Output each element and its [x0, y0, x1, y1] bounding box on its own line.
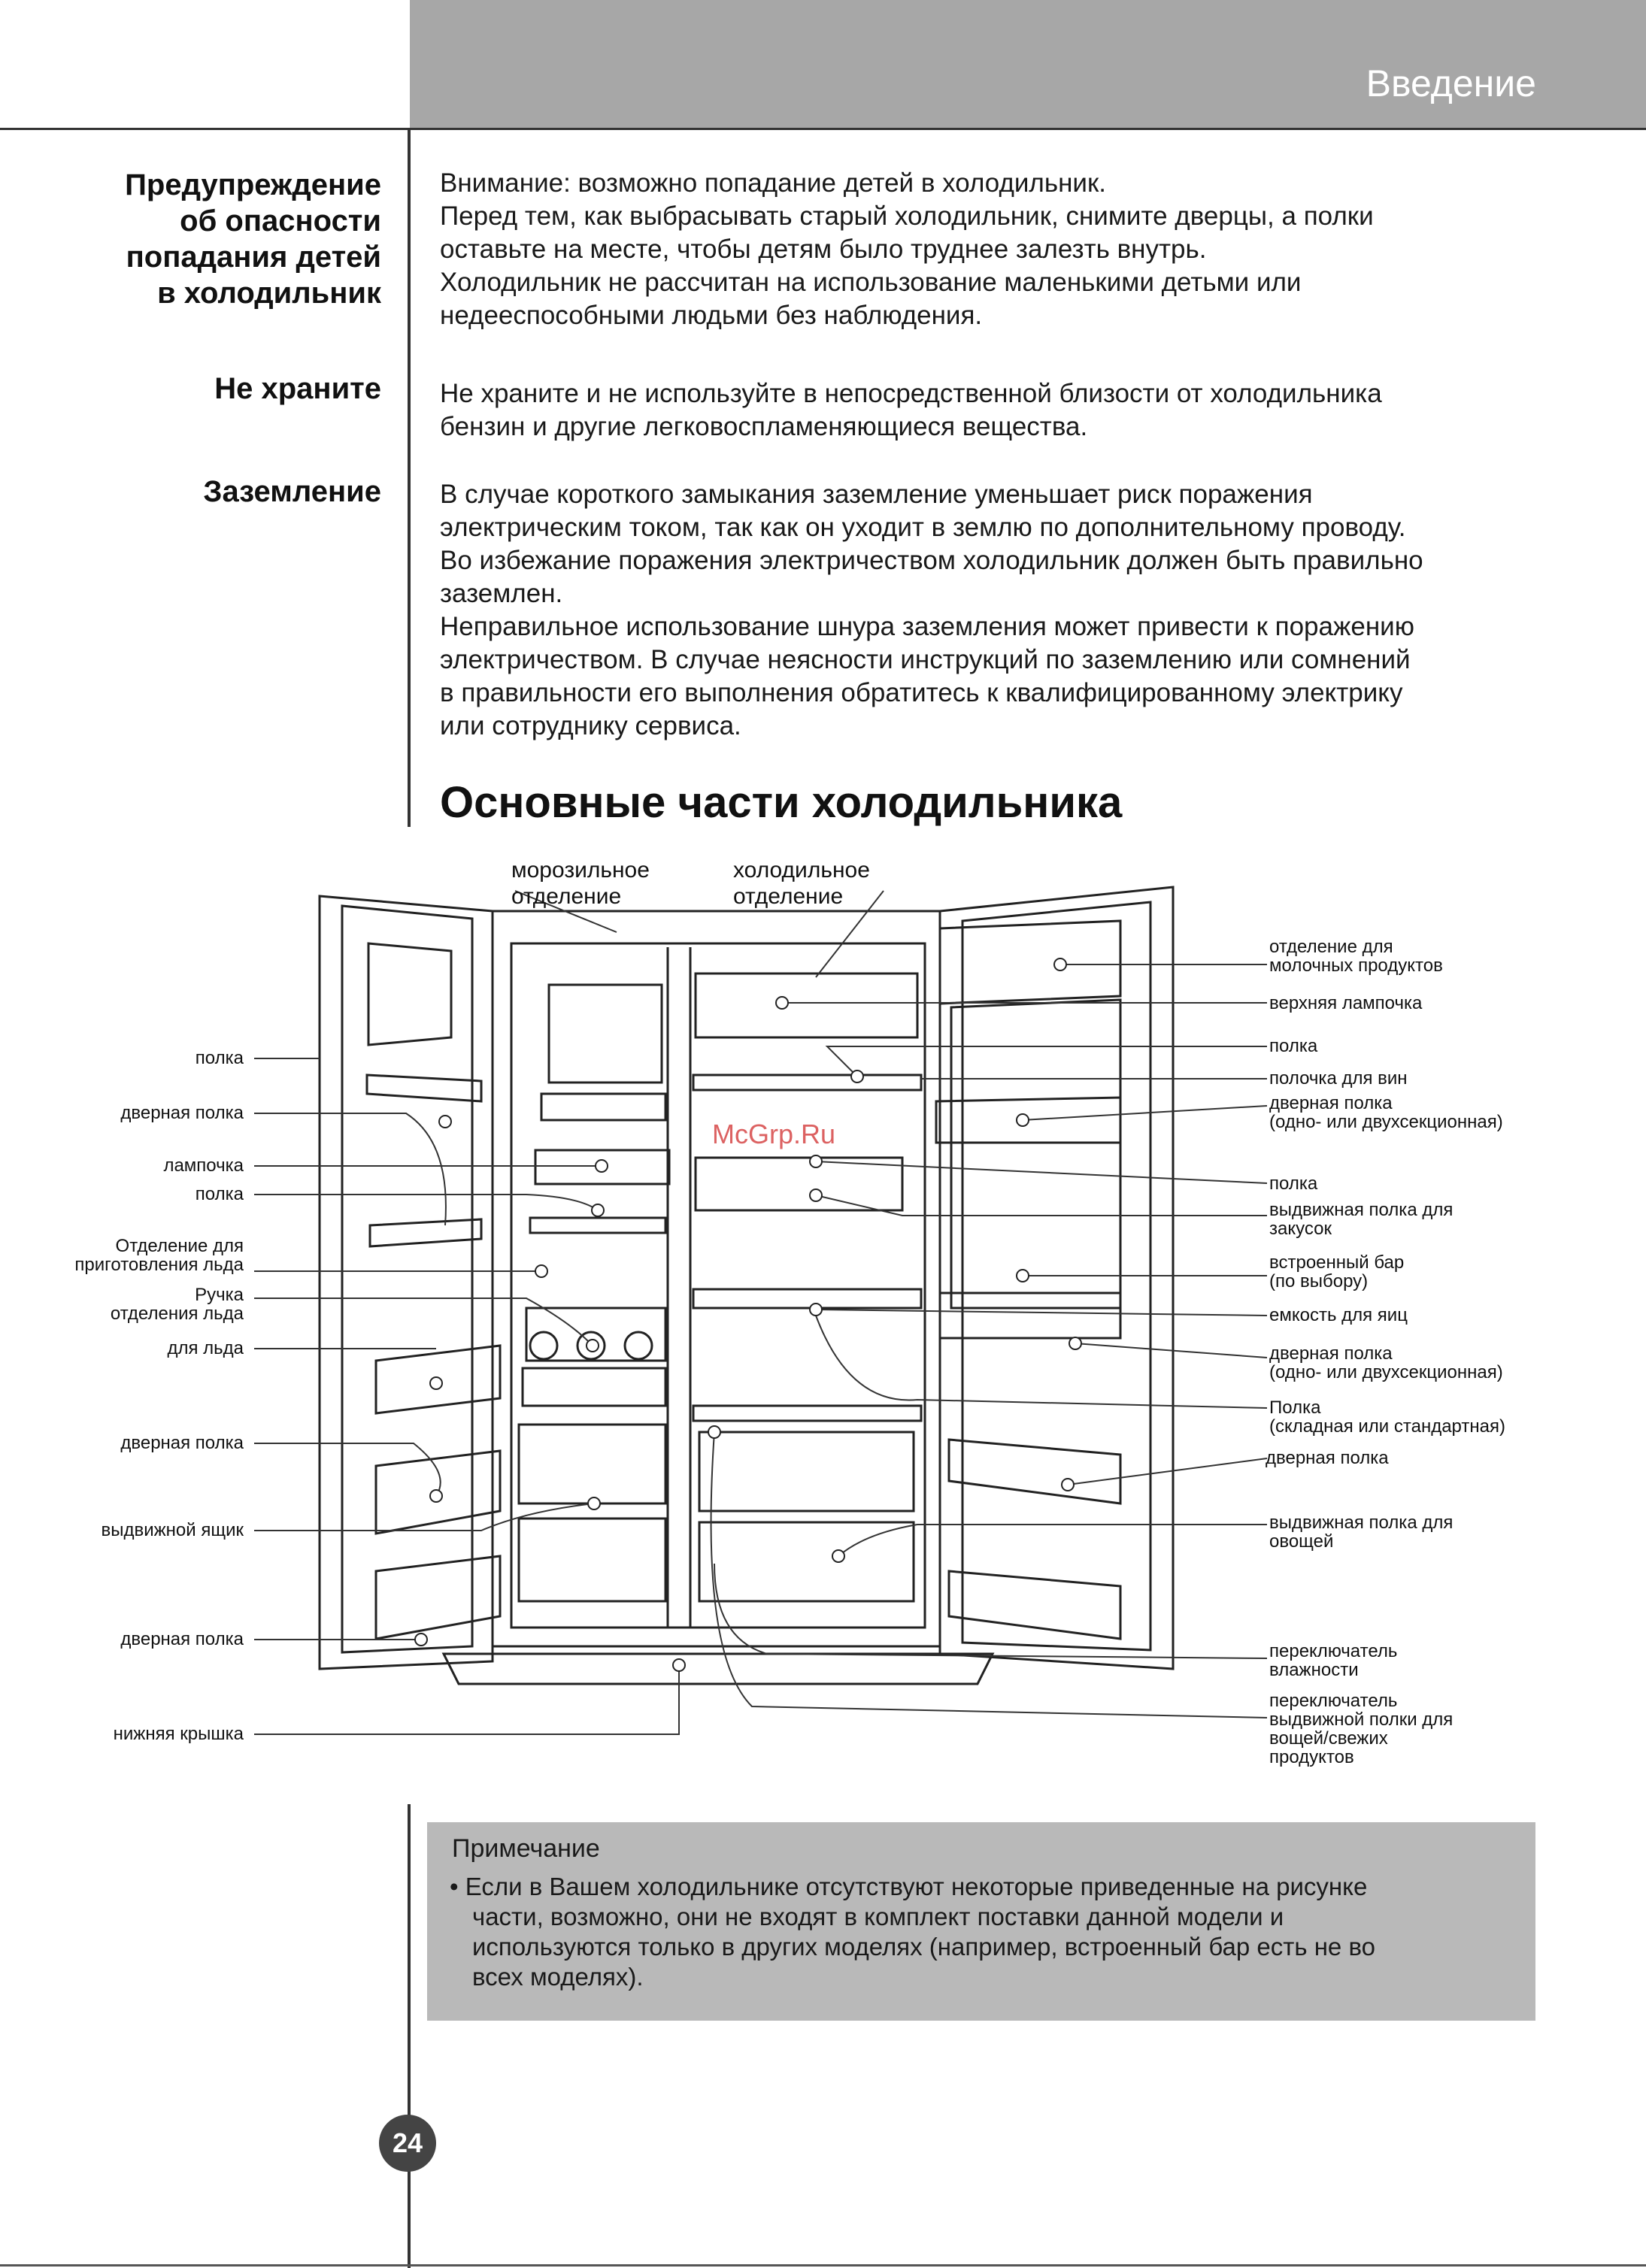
- section-title-grounding: Заземление: [203, 475, 381, 508]
- watermark: McGrp.Ru: [712, 1119, 836, 1149]
- label-vegetable-drawer: выдвижная полка для овощей: [1269, 1513, 1454, 1552]
- section-text-storage: Не храните и не используйте в непосредственной близости от холодильника бензин и другие легковоспламеняющиеся вещества.: [440, 379, 1382, 441]
- left-door: [320, 896, 493, 1669]
- parts-title: Основные части холодильника: [440, 778, 1123, 827]
- label-door-shelf-r2: дверная полка (одно- или двухсекционная): [1269, 1343, 1503, 1382]
- note-line-2: части, возможно, они не входят в комплект поставки данной модели и: [472, 1903, 1284, 1930]
- column-divider-top: [408, 128, 411, 827]
- label-ice-compartment: Отделение для приготовления льда: [74, 1236, 244, 1275]
- note-line-3: используются только в других моделях (например, встроенный бар есть не во: [472, 1933, 1375, 1961]
- header-title: Введение: [1366, 62, 1536, 104]
- column-divider-bottom: [408, 1804, 411, 2268]
- label-door-shelf-3: дверная полка: [120, 1629, 244, 1649]
- label-wine-shelf: полочка для вин: [1269, 1068, 1408, 1089]
- label-bottom-cover: нижняя крышка: [113, 1724, 244, 1744]
- note-text: [450, 1872, 1517, 1992]
- label-fridge: холодильное отделение: [733, 858, 870, 909]
- section-text-grounding: В случае короткого замыкания заземление уменьшает риск поражения электрическим током, так как он уходит в землю по дополнительному проводу. Во избежание поражения электричеством холодильник должен быть правильно заземлен. Неправильное использование шнура заземления может привести к поражению электричеством. В случае неясности инструкций по заземлению или сомнений в правильности его выполнения обратитесь к квалифицированному электрику или сотруднику сервиса.: [440, 480, 1423, 740]
- bottom-cover: [444, 1654, 993, 1684]
- section-title-children: Предупреждение об опасности попадания детей в холодильник: [125, 168, 381, 310]
- label-shelf-r1: полка: [1269, 1036, 1318, 1056]
- label-door-shelf-r3: дверная полка: [1266, 1448, 1389, 1468]
- label-snack-drawer: выдвижная полка для закусок: [1269, 1200, 1454, 1239]
- label-folding-shelf: Полка (складная или стандартная): [1269, 1397, 1505, 1437]
- label-freezer: морозильное отделение: [511, 858, 650, 909]
- label-ice-handle: Ручка отделения льда: [110, 1285, 244, 1324]
- label-home-bar: встроенный бар (по выбору): [1269, 1252, 1405, 1291]
- label-drawer-switch: переключатель выдвижной полки для вощей/свежих продуктов: [1269, 1691, 1454, 1767]
- label-door-shelf-r1: дверная полка (одно- или двухсекционная): [1269, 1093, 1503, 1132]
- page-number: 24: [379, 2115, 436, 2172]
- header-rule: [0, 128, 1646, 130]
- label-drawer: выдвижной ящик: [101, 1520, 244, 1540]
- right-door: [940, 887, 1173, 1669]
- label-top-lamp: верхняя лампочка: [1269, 993, 1423, 1013]
- label-dairy: отделение для молочных продуктов: [1269, 937, 1443, 976]
- bottom-rule: [0, 2264, 1646, 2266]
- label-shelf-r2: полка: [1269, 1173, 1318, 1194]
- label-shelf-1: полка: [195, 1048, 244, 1068]
- label-door-shelf-2: дверная полка: [120, 1433, 244, 1453]
- section-text-children: Внимание: возможно попадание детей в холодильник. Перед тем, как выбрасывать старый холодильник, снимите дверцы, а полки оставьте на месте, чтобы детям было труднее залезть внутрь. Холодильник не рассчитан на использование маленькими детьми или недееспособными людьми без наблюдения.: [440, 168, 1374, 330]
- note-line-1: • Если в Вашем холодильнике отсутствуют некоторые приведенные на рисунке: [450, 1873, 1368, 1900]
- note-heading: Примечание: [452, 1834, 600, 1863]
- label-humidity-switch: переключатель влажности: [1269, 1641, 1398, 1680]
- label-lamp: лампочка: [163, 1155, 244, 1176]
- label-egg-box: емкость для яиц: [1269, 1305, 1408, 1325]
- label-for-ice: для льда: [167, 1338, 244, 1358]
- label-door-shelf-1: дверная полка: [120, 1103, 244, 1123]
- note-line-4: всех моделях).: [472, 1963, 644, 1991]
- section-title-storage: Не храните: [214, 372, 381, 405]
- label-shelf-2: полка: [195, 1184, 244, 1204]
